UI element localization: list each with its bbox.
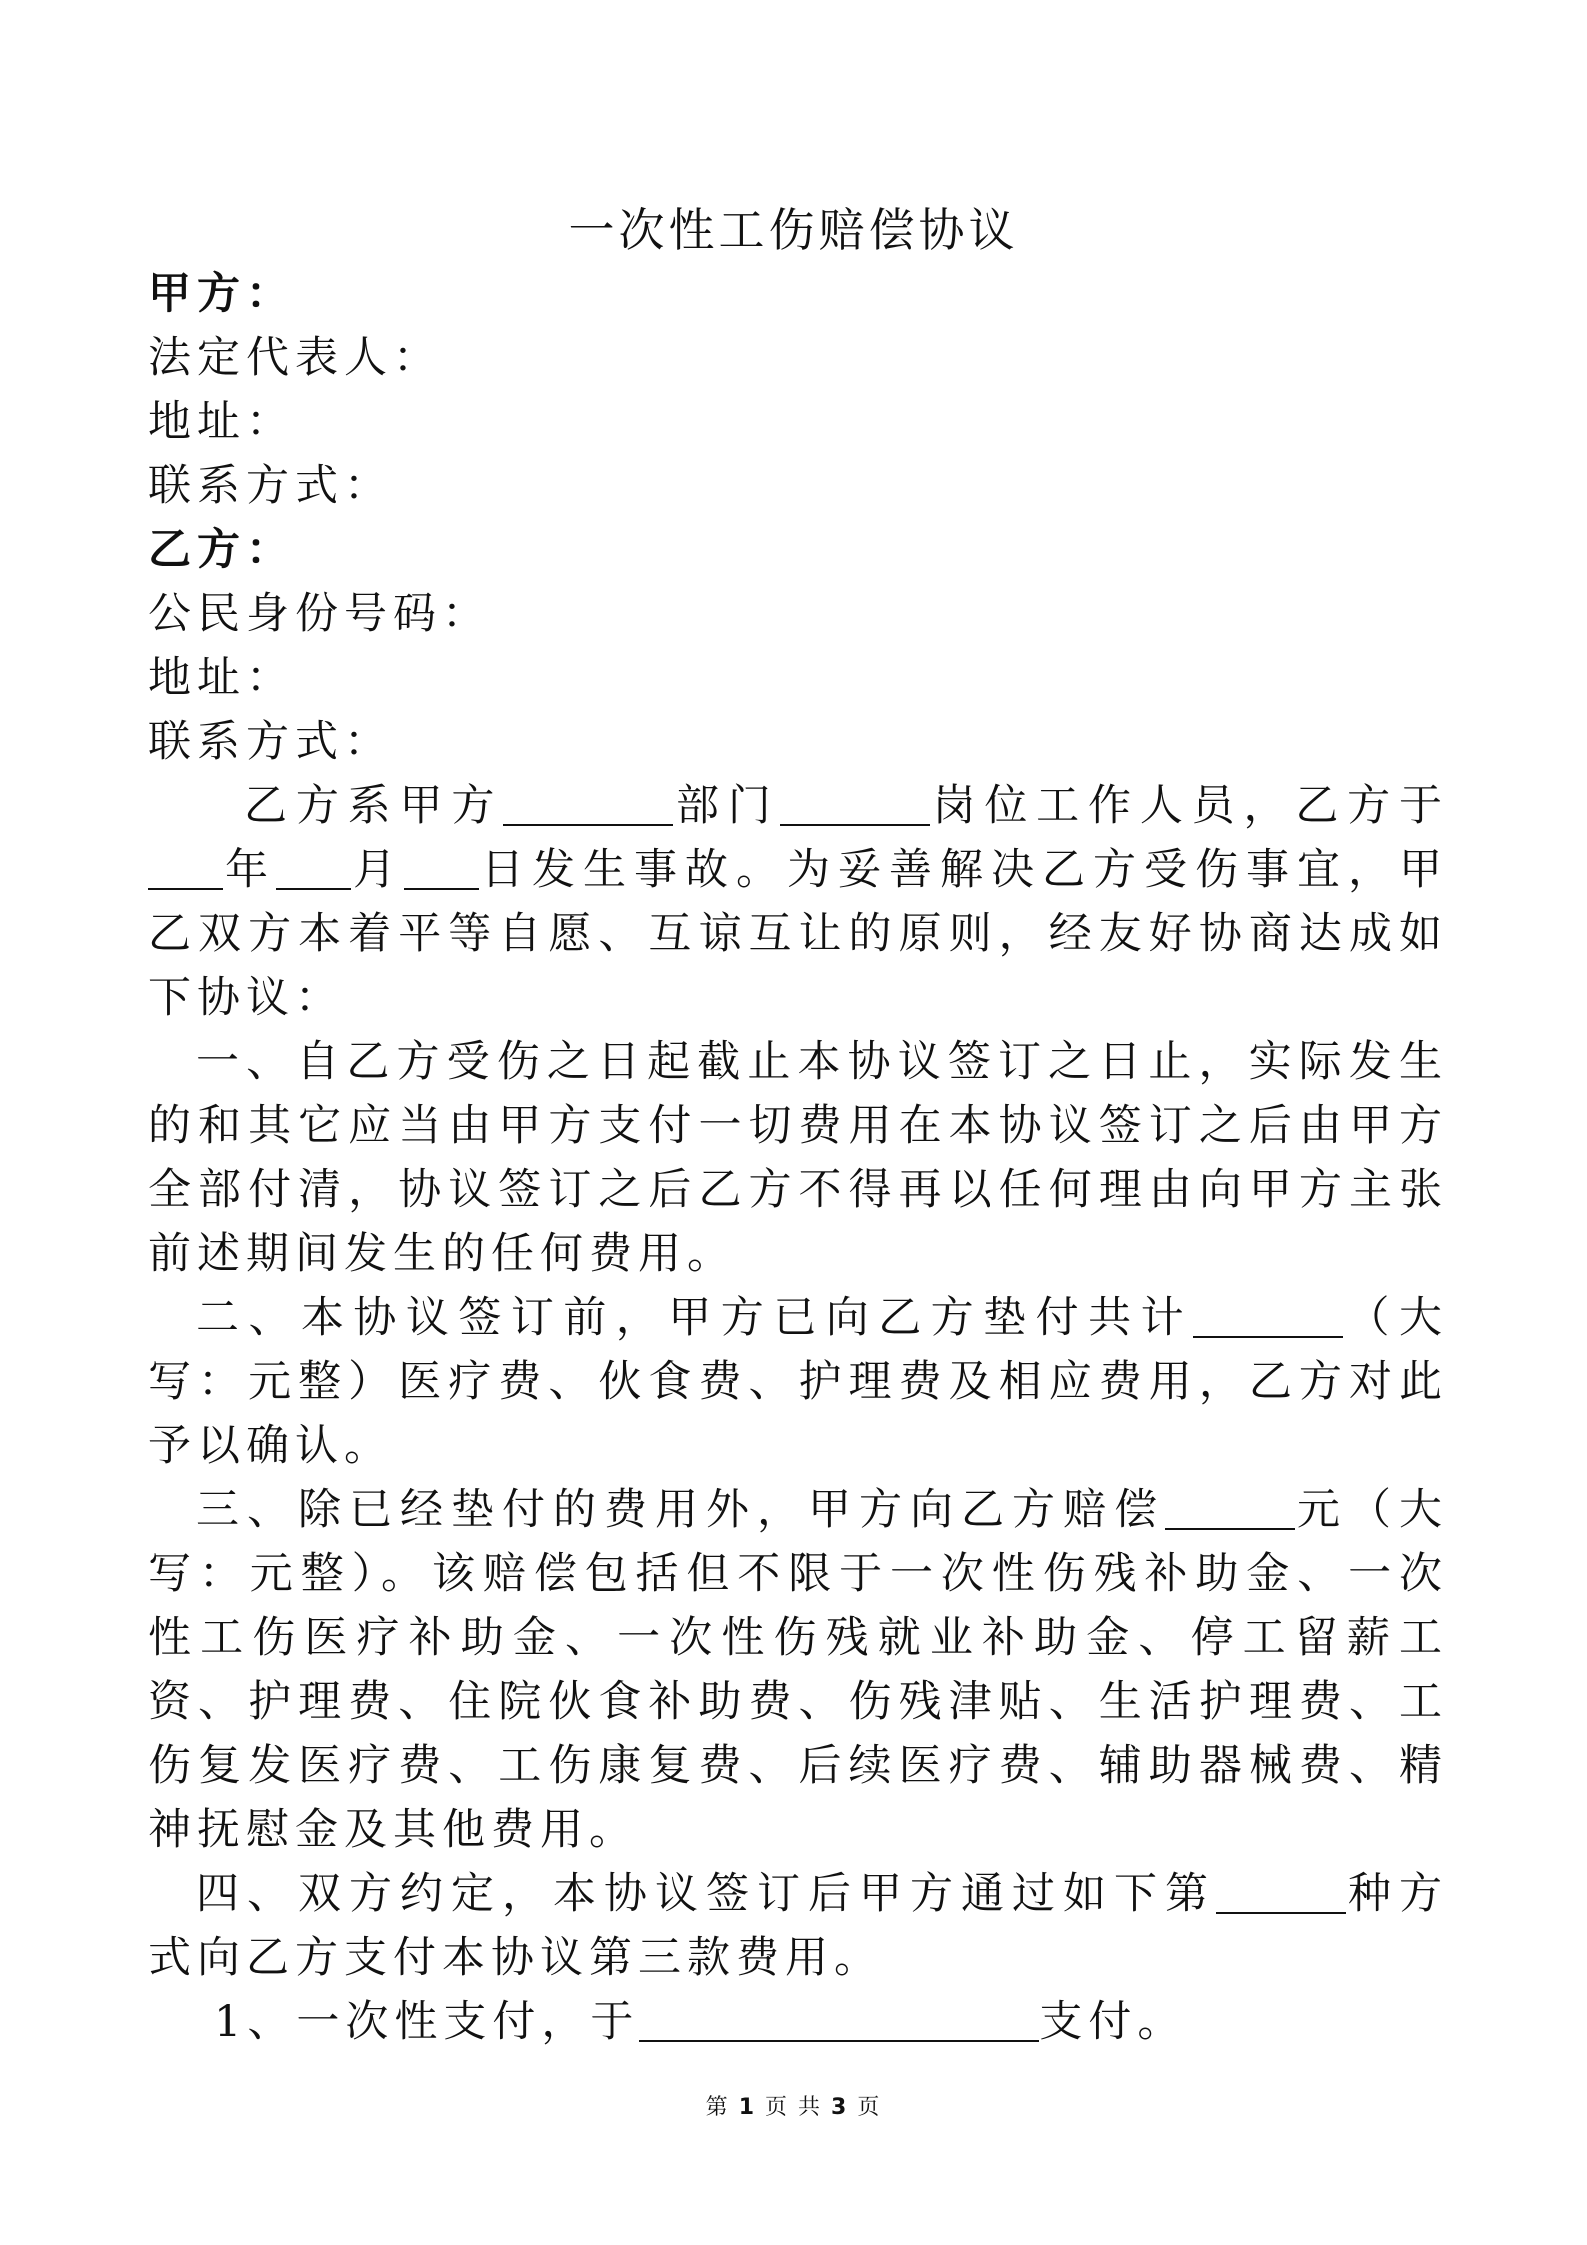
footer-text-1: 第: [705, 2095, 730, 2120]
intro-text-5: 月: [351, 845, 404, 895]
clause-4-text-1: 四、双方约定，本协议签订后甲方通过如下第: [196, 1869, 1216, 1919]
clause-2-text-2: （大写：元整）医疗费、伙食费、护理费及相应费用，乙方对此予以确认。: [148, 1293, 1449, 1471]
option-1: [148, 1990, 1448, 2054]
year-blank: [148, 844, 223, 890]
clause-4-text-2: 种方式向乙方支付本协议第三款费用。: [148, 1869, 1448, 1983]
clause-3-text-1: 三、除已经垫付的费用外，甲方向乙方赔偿: [196, 1485, 1165, 1535]
footer-text-2: 页 共: [765, 2095, 822, 2120]
month-blank: [276, 844, 351, 890]
party-b-contact: 联系方式：: [148, 717, 393, 767]
intro-text-4: 年: [223, 845, 276, 895]
position-blank: [780, 780, 930, 826]
clause-4: [148, 1862, 1448, 1990]
footer-text-3: 页: [857, 2095, 882, 2120]
party-a-legal-rep: 法定代表人：: [148, 333, 442, 383]
intro-text-3: 岗位工作人员，乙方于: [929, 781, 1449, 831]
clause-2-text-1: 二、本协议签订前，甲方已向乙方垫付共计: [196, 1293, 1194, 1343]
document-body: [148, 262, 1448, 2054]
document-title: 一次性工伤赔偿协议: [568, 203, 1019, 257]
advance-amount-blank: [1193, 1292, 1343, 1338]
payment-method-blank: [1216, 1868, 1346, 1914]
clause-3-text-2: 元（大写：元整）。该赔偿包括但不限于一次性伤残补助金、一次性工伤医疗补助金、一次性伤残就业补助金、停工留薪工资、护理费、住院伙食补助费、伤残津贴、生活护理费、工伤复发医疗费、工伤康复费、后续医疗费、辅助器械费、精神抚慰金及其他费用。: [148, 1485, 1448, 1855]
current-page-number: 1: [738, 2095, 756, 2120]
intro-paragraph: [148, 774, 1448, 1030]
intro-text-1: 乙方系甲方: [244, 781, 504, 831]
intro-text-2: 部门: [673, 781, 780, 831]
party-b-id-number: 公民身份号码：: [148, 589, 491, 639]
payment-date-blank: [639, 1996, 1039, 2042]
compensation-amount-blank: [1165, 1484, 1295, 1530]
clause-1: 一、自乙方受伤之日起截止本协议签订之日止，实际发生的和其它应当由甲方支付一切费用在本协议签订之后由甲方全部付清，协议签订之后乙方不得再以任何理由向甲方主张前述期间发生的任何费用。: [148, 1037, 1448, 1279]
total-page-number: 3: [831, 2095, 849, 2120]
option-1-text-2: 支付。: [1039, 1997, 1187, 2047]
party-b-label: 乙方：: [148, 525, 295, 575]
party-b-address: 地址：: [148, 653, 295, 703]
department-blank: [503, 780, 673, 826]
option-1-text-1: 1、一次性支付，于: [214, 1997, 640, 2047]
party-a-contact: 联系方式：: [148, 461, 393, 511]
party-a-label: 甲方：: [148, 269, 295, 319]
party-a-address: 地址：: [148, 397, 295, 447]
page-footer: [0, 2090, 1587, 2121]
intro-text-6: 日发生事故。为妥善解决乙方受伤事宜，甲乙双方本着平等自愿、互谅互让的原则，经友好协商达成如下协议：: [148, 845, 1448, 1023]
day-blank: [404, 844, 479, 890]
clause-3: [148, 1478, 1448, 1862]
clause-2: [148, 1286, 1448, 1478]
